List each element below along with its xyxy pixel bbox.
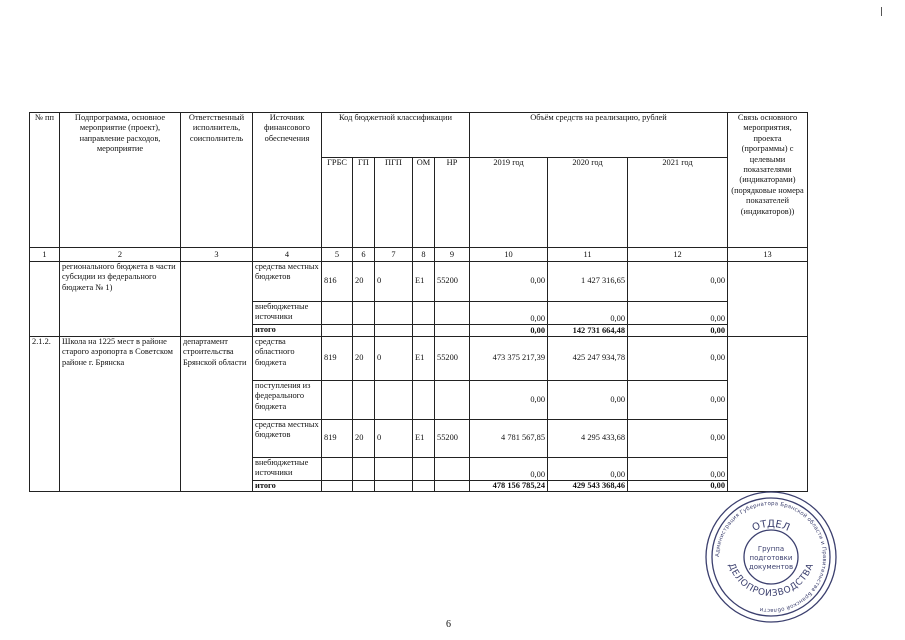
grbs-cell: 819: [322, 420, 353, 458]
col-number: 7: [375, 248, 413, 262]
header-2021: 2021 год: [628, 158, 728, 248]
col-number: 6: [353, 248, 375, 262]
value-2019-cell: 0,00: [470, 262, 548, 302]
grbs-cell: [322, 302, 353, 325]
grbs-cell: [322, 325, 353, 337]
value-2020-cell: 1 427 316,65: [548, 262, 628, 302]
value-2020-cell: 425 247 934,78: [548, 337, 628, 381]
col-number: 8: [413, 248, 435, 262]
header-2020: 2020 год: [548, 158, 628, 248]
value-2019-cell: 4 781 567,85: [470, 420, 548, 458]
grbs-cell: [322, 381, 353, 420]
header-2019: 2019 год: [470, 158, 548, 248]
budget-table: [29, 112, 808, 492]
source-cell: средства местных бюджетов: [253, 262, 322, 302]
om-cell: Е1: [413, 337, 435, 381]
table-row: [30, 337, 808, 381]
value-2019-cell: 0,00: [470, 458, 548, 481]
responsible-cell: [181, 262, 253, 337]
np-cell: 55200: [435, 262, 470, 302]
pgp-cell: [375, 325, 413, 337]
np-cell: [435, 458, 470, 481]
department-stamp: [703, 489, 839, 625]
gp-cell: [353, 325, 375, 337]
value-2019-cell: 0,00: [470, 325, 548, 337]
value-2021-cell: 0,00: [628, 420, 728, 458]
value-2021-cell: 0,00: [628, 302, 728, 325]
link-cell: [728, 262, 808, 337]
col-number: 5: [322, 248, 353, 262]
grbs-cell: 816: [322, 262, 353, 302]
value-2019-cell: 473 375 217,39: [470, 337, 548, 381]
row-num-cell: [30, 262, 60, 337]
value-2021-cell: 0,00: [628, 381, 728, 420]
col-number: 11: [548, 248, 628, 262]
value-2021-cell: 0,00: [628, 458, 728, 481]
grbs-cell: [322, 458, 353, 481]
gp-cell: 20: [353, 262, 375, 302]
np-cell: 55200: [435, 420, 470, 458]
scan-mark: [881, 7, 882, 16]
col-number: 13: [728, 248, 808, 262]
np-cell: [435, 481, 470, 492]
value-2019-cell: 0,00: [470, 302, 548, 325]
value-2020-cell: 4 295 433,68: [548, 420, 628, 458]
value-2020-cell: 0,00: [548, 302, 628, 325]
item-name-cell: регионального бюджета в части субсидии из федерального бюджета № 1): [60, 262, 181, 337]
stamp-bottom-text: ДЕЛОПРОИЗВОДСТВА: [725, 561, 817, 600]
np-cell: 55200: [435, 337, 470, 381]
gp-cell: [353, 302, 375, 325]
col-number: 3: [181, 248, 253, 262]
source-cell: внебюджетные источники: [253, 458, 322, 481]
pgp-cell: [375, 302, 413, 325]
value-2019-cell: 478 156 785,24: [470, 481, 548, 492]
col-number: 10: [470, 248, 548, 262]
grbs-cell: 819: [322, 337, 353, 381]
header-pgp: ПГП: [375, 158, 413, 248]
value-2020-cell: 429 543 368,46: [548, 481, 628, 492]
grbs-cell: [322, 481, 353, 492]
gp-cell: 20: [353, 420, 375, 458]
header-responsible: Ответственный исполнитель, соисполнитель: [181, 113, 253, 248]
np-cell: [435, 325, 470, 337]
row-num-cell: 2.1.2.: [30, 337, 60, 492]
link-cell: [728, 337, 808, 492]
value-2020-cell: 142 731 664,48: [548, 325, 628, 337]
pgp-cell: 0: [375, 420, 413, 458]
pgp-cell: 0: [375, 262, 413, 302]
pgp-cell: 0: [375, 337, 413, 381]
value-2021-cell: 0,00: [628, 481, 728, 492]
source-cell: средства областного бюджета: [253, 337, 322, 381]
stamp-center-line: Группа: [757, 545, 785, 553]
value-2021-cell: 0,00: [628, 262, 728, 302]
om-cell: [413, 381, 435, 420]
page-number: 6: [446, 619, 451, 630]
om-cell: Е1: [413, 420, 435, 458]
gp-cell: [353, 458, 375, 481]
header-source: Источник финансового обеспечения: [253, 113, 322, 248]
om-cell: [413, 458, 435, 481]
col-number: 2: [60, 248, 181, 262]
header-np: НР: [435, 158, 470, 248]
np-cell: [435, 381, 470, 420]
pgp-cell: [375, 458, 413, 481]
gp-cell: [353, 381, 375, 420]
om-cell: [413, 325, 435, 337]
header-num: № пп: [30, 113, 60, 248]
pgp-cell: [375, 381, 413, 420]
gp-cell: 20: [353, 337, 375, 381]
col-number: 4: [253, 248, 322, 262]
col-number: 1: [30, 248, 60, 262]
gp-cell: [353, 481, 375, 492]
value-2020-cell: 0,00: [548, 458, 628, 481]
source-cell: средства местных бюджетов: [253, 420, 322, 458]
stamp-center-line: подготовки: [749, 554, 793, 562]
header-name: Подпрограмма, основное мероприятие (проект), направление расходов, мероприятие: [60, 113, 181, 248]
stamp-title: ОТДЕЛ: [750, 518, 792, 534]
responsible-cell: департамент строительства Брянской области: [181, 337, 253, 492]
om-cell: [413, 481, 435, 492]
header-om: ОМ: [413, 158, 435, 248]
header-budget-code: Код бюджетной классификации: [322, 113, 470, 158]
item-name-cell: Школа на 1225 мест в районе старого аэропорта в Советском районе г. Брянска: [60, 337, 181, 492]
source-cell: итого: [253, 325, 322, 337]
value-2021-cell: 0,00: [628, 337, 728, 381]
header-gp: ГП: [353, 158, 375, 248]
header-grbs: ГРБС: [322, 158, 353, 248]
value-2021-cell: 0,00: [628, 325, 728, 337]
om-cell: [413, 302, 435, 325]
table-row: [30, 262, 808, 302]
stamp-center-line: документов: [748, 563, 794, 571]
pgp-cell: [375, 481, 413, 492]
stamp-ring-text: Администрация Губернатора Брянской области и Правительства Брянской области: [714, 500, 828, 614]
om-cell: Е1: [413, 262, 435, 302]
source-cell: внебюджетные источники: [253, 302, 322, 325]
value-2020-cell: 0,00: [548, 381, 628, 420]
np-cell: [435, 302, 470, 325]
header-volume: Объём средств на реализацию, рублей: [470, 113, 728, 158]
source-cell: поступления из федерального бюджета: [253, 381, 322, 420]
value-2019-cell: 0,00: [470, 381, 548, 420]
header-link: Связь основного мероприятия, проекта (программы) с целевыми показателями (индикаторами) (порядковые номера показателей (индикаторов)): [728, 113, 808, 248]
col-number: 9: [435, 248, 470, 262]
source-cell: итого: [253, 481, 322, 492]
col-number: 12: [628, 248, 728, 262]
